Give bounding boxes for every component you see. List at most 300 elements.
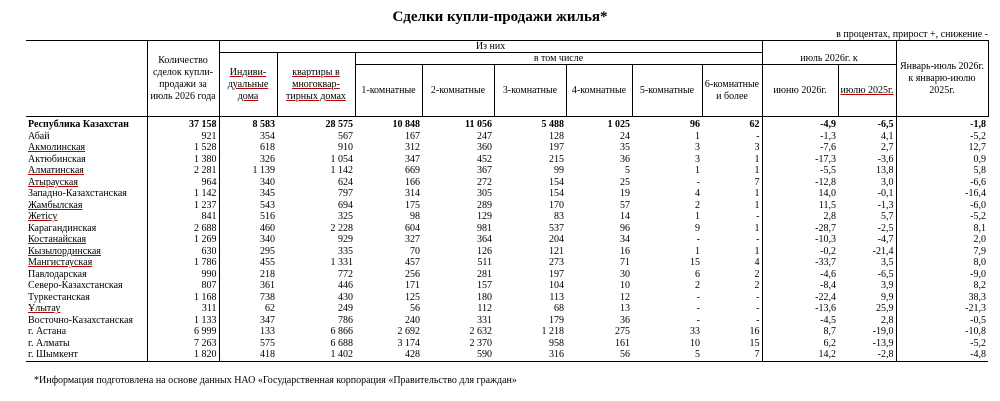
table-cell: 13,8 [838,165,896,177]
table-cell: 166 [405,176,420,188]
table-row [26,257,988,269]
table-cell: 215 [549,153,564,165]
table-cell: 98 [410,211,420,223]
table-cell: 797 [338,188,353,200]
table-cell: 6 688 [330,337,353,349]
table-cell: -33,7 [815,257,836,269]
table-cell: 2,8 [838,315,896,327]
table-cell: 14,0 [818,188,836,200]
table-cell: 0,9 [973,153,986,165]
table-cell: 171 [405,280,420,292]
table-cell: 1 528 [147,142,219,154]
table-cell: 36 [620,314,630,326]
table-cell: 929 [338,234,353,246]
table-cell: 204 [549,234,564,246]
table-cell: 2 632 [469,326,492,338]
table-cell: 6 866 [330,326,353,338]
table-cell: 37 158 [147,117,219,131]
region-name: Карагандинская [26,223,147,235]
table-cell: 28 575 [325,119,353,131]
table-cell: 2 [695,280,700,292]
table-cell: 157 [477,280,492,292]
table-cell: 179 [549,314,564,326]
region-name: Восточно-Казахстанская [26,315,147,327]
table-cell: 786 [338,314,353,326]
table-cell: 807 [147,280,219,292]
table-cell: -13,6 [815,303,836,315]
table-cell: 240 [405,314,420,326]
table-cell: 35 [620,142,630,154]
table-cell: 669 [405,165,420,177]
table-cell: 70 [410,245,420,257]
table-cell: 537 [549,222,564,234]
header-5-room: 5-комнатные [632,65,702,117]
table-cell: 2,7 [838,142,896,154]
table-cell: 197 [549,268,564,280]
table-cell: 335 [338,245,353,257]
header-4-room: 4-комнатные [566,65,632,117]
table-cell: 11,5 [818,199,836,211]
table-cell: 1 [695,245,700,257]
table-cell: 2,8 [823,211,836,223]
table-body [26,117,988,362]
table-cell: 511 [477,257,492,269]
table-cell: -6,5 [838,269,896,281]
table-cell: 7 [702,349,762,361]
table-cell: 128 [549,130,564,142]
table-cell: 590 [422,349,494,361]
table-cell: 6 [695,268,700,280]
table-cell: 25,9 [838,303,896,315]
table-cell: 57 [620,199,630,211]
table-cell: 354 [260,130,275,142]
table-cell: -22,4 [815,291,836,303]
table-cell: 33 [690,326,700,338]
table-cell: -7,6 [820,142,836,154]
table-cell: 133 [260,326,275,338]
table-cell: 154 [549,176,564,188]
table-cell: -17,3 [815,153,836,165]
table-cell: 3 [695,153,700,165]
table-cell: 3 [702,142,762,154]
table-row [26,349,988,361]
header-june-2026: июню 2026г. [762,65,838,117]
table-cell: 325 [338,211,353,223]
table-cell: 1 025 [607,119,630,131]
table-cell: 273 [549,257,564,269]
table-cell: 12 [620,291,630,303]
table-cell: 1 139 [252,165,275,177]
table-cell: 331 [477,314,492,326]
table-cell: 428 [355,349,422,361]
table-cell: - [702,211,762,223]
table-cell: 167 [405,130,420,142]
table-cell: 347 [260,314,275,326]
table-cell: 96 [690,119,700,131]
table-cell: 446 [338,280,353,292]
table-cell: 56 [566,349,632,361]
table-cell: 24 [620,130,630,142]
housing-sales-table [26,40,989,362]
header-2-room: 2-комнатные [422,65,494,117]
region-name: Западно-Казахстанская [26,188,147,200]
table-cell: 121 [549,245,564,257]
table-cell: -4,7 [838,234,896,246]
table-cell: 38,3 [968,291,986,303]
table-cell: 2 281 [147,165,219,177]
table-cell: - [702,292,762,304]
table-cell: -6,6 [970,176,986,188]
table-cell: 1 [695,211,700,223]
table-row [26,188,988,200]
header-apartments: квартиры в многоквар-тирных домах [277,53,355,117]
table-cell: 104 [549,280,564,292]
region-name: Актюбинская [26,154,147,166]
table-cell: 275 [615,326,630,338]
table-cell: 12,7 [968,142,986,154]
table-cell: 457 [405,257,420,269]
table-cell: 958 [549,337,564,349]
header-july-to: июль 2026г. к [762,41,896,65]
table-cell: 990 [147,269,219,281]
table-cell: 1 [702,165,762,177]
table-cell: 6,2 [823,337,836,349]
table-cell: 567 [338,130,353,142]
table-cell: 8,2 [973,280,986,292]
header-6-room: 6-комнатные и более [702,65,762,117]
table-cell: 161 [615,337,630,349]
table-cell: 9 [695,222,700,234]
table-row [26,211,988,223]
region-name: г. Астана [26,326,147,338]
table-row [26,117,988,131]
table-cell: 1 [695,130,700,142]
table-cell: -12,8 [815,176,836,188]
table-row [26,303,988,315]
header-including: в том числе [355,53,762,65]
table-cell: -0,1 [838,188,896,200]
table-row [26,165,988,177]
table-cell: 460 [260,222,275,234]
table-cell: 2,0 [973,234,986,246]
footnote: *Информация подготовлена на основе данных НАО «Государственная корпорация «Правительство для граждан» [34,375,517,386]
table-cell: 15 [690,257,700,269]
table-cell: 1 218 [541,326,564,338]
table-cell: 3 [695,142,700,154]
table-cell: 981 [477,222,492,234]
table-row [26,338,988,350]
table-cell: 316 [494,349,566,361]
table-cell: 83 [554,211,564,223]
table-row [26,223,988,235]
table-cell: 34 [620,234,630,246]
table-cell: 1 [702,246,762,258]
table-cell: 305 [477,188,492,200]
units-note: в процентах, прирост +, снижение - [836,29,988,40]
table-cell: -2,5 [838,223,896,235]
table-cell: 361 [260,280,275,292]
table-cell: -16,4 [965,188,986,200]
table-cell: 326 [260,153,275,165]
table-cell: 5,7 [838,211,896,223]
region-name: Костанайская [26,234,147,246]
table-cell: 281 [477,268,492,280]
region-name: г. Шымкент [26,349,147,361]
table-cell: 249 [338,303,353,315]
table-cell: -4,8 [896,349,988,361]
table-cell: 4,1 [838,131,896,143]
table-cell: 9,9 [838,292,896,304]
table-cell: - [702,131,762,143]
table-cell: 314 [405,188,420,200]
table-cell: -4,5 [820,314,836,326]
table-cell: 113 [549,291,564,303]
table-row [26,269,988,281]
table-cell: - [696,303,700,315]
header-region-blank [26,41,147,117]
region-name: Жетісу [26,211,147,223]
table-cell: 1 [702,154,762,166]
table-row [26,315,988,327]
region-name: Абай [26,131,147,143]
region-name: Ұлытау [26,303,147,315]
header-of-them: Из них [219,41,762,53]
table-cell: -21,4 [838,246,896,258]
table-cell: - [696,291,700,303]
table-cell: - [702,234,762,246]
table-cell: 347 [405,153,420,165]
table-cell: 175 [405,199,420,211]
table-cell: 11 056 [465,119,492,131]
table-cell: 418 [219,349,277,361]
table-cell: 289 [477,199,492,211]
table-cell: 738 [260,291,275,303]
table-row [26,326,988,338]
table-cell: -0,2 [820,245,836,257]
table-cell: 1 380 [147,154,219,166]
table-row [26,292,988,304]
table-cell: 25 [620,176,630,188]
table-cell: 6 999 [147,326,219,338]
table-cell: 154 [549,188,564,200]
table-cell: -5,2 [970,337,986,349]
table-cell: - [696,314,700,326]
table-cell: 8,1 [973,222,986,234]
table-cell: -1,3 [838,200,896,212]
table-cell: 694 [338,199,353,211]
table-cell: 7 263 [147,338,219,350]
table-cell: -4,6 [820,268,836,280]
table-cell: 5,8 [973,165,986,177]
table-cell: 126 [477,245,492,257]
table-cell: 1 269 [147,234,219,246]
table-cell: 312 [405,142,420,154]
region-name: Северо-Казахстанская [26,280,147,292]
table-cell: 1 142 [147,188,219,200]
table-cell: 13 [620,303,630,315]
table-cell: - [696,234,700,246]
table-cell: 295 [260,245,275,257]
table-cell: - [696,176,700,188]
table-cell: 1 331 [330,257,353,269]
table-cell: 8,7 [823,326,836,338]
table-cell: 5 [625,165,630,177]
table-cell: 618 [260,142,275,154]
table-cell: - [702,303,762,315]
table-cell: 841 [147,211,219,223]
table-cell: -8,4 [820,280,836,292]
table-cell: -0,5 [970,314,986,326]
table-cell: 30 [620,268,630,280]
region-name: Павлодарская [26,269,147,281]
table-cell: 910 [338,142,353,154]
region-name: Атырауская [26,177,147,189]
table-cell: 430 [338,291,353,303]
table-cell: -5,2 [970,130,986,142]
table-row [26,142,988,154]
page-title: Сделки купли-продажи жилья* [392,9,608,25]
table-cell: 197 [549,142,564,154]
table-cell: 7,9 [973,245,986,257]
table-cell: 256 [405,268,420,280]
region-name: Мангистауская [26,257,147,269]
table-cell: 364 [477,234,492,246]
table-cell: -28,7 [815,222,836,234]
table-cell: 327 [405,234,420,246]
table-cell: -10,8 [965,326,986,338]
table-row [26,246,988,258]
header-july-2025: июлю 2025г. [838,65,896,117]
table-cell: 4 [702,257,762,269]
table-cell: 3,9 [838,280,896,292]
table-cell: 311 [147,303,219,315]
table-cell: 99 [554,165,564,177]
header-3-room: 3-комнатные [494,65,566,117]
table-cell: 62 [702,117,762,131]
region-name: Акмолинская [26,142,147,154]
table-cell: 16 [702,326,762,338]
table-row [26,177,988,189]
table-cell: 62 [265,303,275,315]
table-cell: 624 [338,176,353,188]
table-cell: -10,3 [815,234,836,246]
table-cell: 8,0 [973,257,986,269]
table-cell: 3,5 [838,257,896,269]
table-cell: 4 [695,188,700,200]
table-cell: 340 [260,176,275,188]
region-name: Туркестанская [26,292,147,304]
table-cell: 360 [477,142,492,154]
region-name: г. Алматы [26,338,147,350]
table-row [26,131,988,143]
table-cell: -4,9 [820,119,836,131]
table-cell: 8 583 [252,119,275,131]
region-name: Алматинская [26,165,147,177]
table-cell: -6,5 [838,117,896,131]
table-cell: 543 [260,199,275,211]
table-cell: 56 [410,303,420,315]
table-cell: 2 [702,280,762,292]
table-row [26,154,988,166]
table-cell: 2 370 [469,337,492,349]
table-cell: 1 786 [147,257,219,269]
table-cell: 125 [405,291,420,303]
header-count: Количество сделок купли-продажи за июль 2026 года [147,41,219,117]
table-cell: 36 [620,153,630,165]
table-cell: -6,0 [970,199,986,211]
table-cell: 19 [620,188,630,200]
table-cell: 180 [477,291,492,303]
table-cell: 3,0 [838,177,896,189]
table-cell: 14 [620,211,630,223]
table-cell: 340 [260,234,275,246]
table-cell: 68 [554,303,564,315]
table-cell: 112 [477,303,492,315]
table-cell: 1 [702,188,762,200]
table-cell: 2 228 [330,222,353,234]
table-cell: 1 [702,200,762,212]
table-cell: 345 [260,188,275,200]
table-cell: 2 688 [147,223,219,235]
table-cell: 1 054 [330,153,353,165]
table-cell: 129 [477,211,492,223]
table-cell: 71 [620,257,630,269]
table-cell: 272 [477,176,492,188]
table-cell: 10 848 [392,119,420,131]
table-cell: 5 [632,349,702,361]
table-cell: 14,2 [762,349,838,361]
table-cell: 1 [702,223,762,235]
table-cell: 604 [405,222,420,234]
table-row [26,234,988,246]
table-row [26,280,988,292]
table-cell: 10 [620,280,630,292]
header-1-room: 1-комнатные [355,65,422,117]
table-cell: 2 [702,269,762,281]
table-cell: 7 [702,177,762,189]
table-cell: 455 [260,257,275,269]
table-cell: 516 [260,211,275,223]
table-cell: 218 [260,268,275,280]
table-cell: -1,8 [970,119,986,131]
table-cell: 630 [147,246,219,258]
table-cell: -2,8 [838,349,896,361]
table-cell: 1 133 [147,315,219,327]
table-cell: -5,5 [820,165,836,177]
table-cell: 1 820 [147,349,219,361]
table-cell: -13,9 [838,338,896,350]
table-cell: 5 488 [541,119,564,131]
table-row [26,200,988,212]
table-cell: 247 [477,130,492,142]
header-jan-jul: Январь-июль 2026г. к январю-июлю 2025г. [896,41,988,117]
table-cell: 1 [695,165,700,177]
table-cell: 367 [477,165,492,177]
table-cell: 2 692 [397,326,420,338]
table-cell: 921 [147,131,219,143]
table-cell: 575 [260,337,275,349]
table-cell: 96 [620,222,630,234]
table-cell: -5,2 [970,211,986,223]
table-cell: 3 174 [397,337,420,349]
table-cell: -1,3 [820,130,836,142]
table-cell: -9,0 [970,268,986,280]
table-cell: 16 [620,245,630,257]
table-cell: 452 [477,153,492,165]
table-cell: 964 [147,177,219,189]
region-name: Кызылординская [26,246,147,258]
region-name: Жамбылская [26,200,147,212]
